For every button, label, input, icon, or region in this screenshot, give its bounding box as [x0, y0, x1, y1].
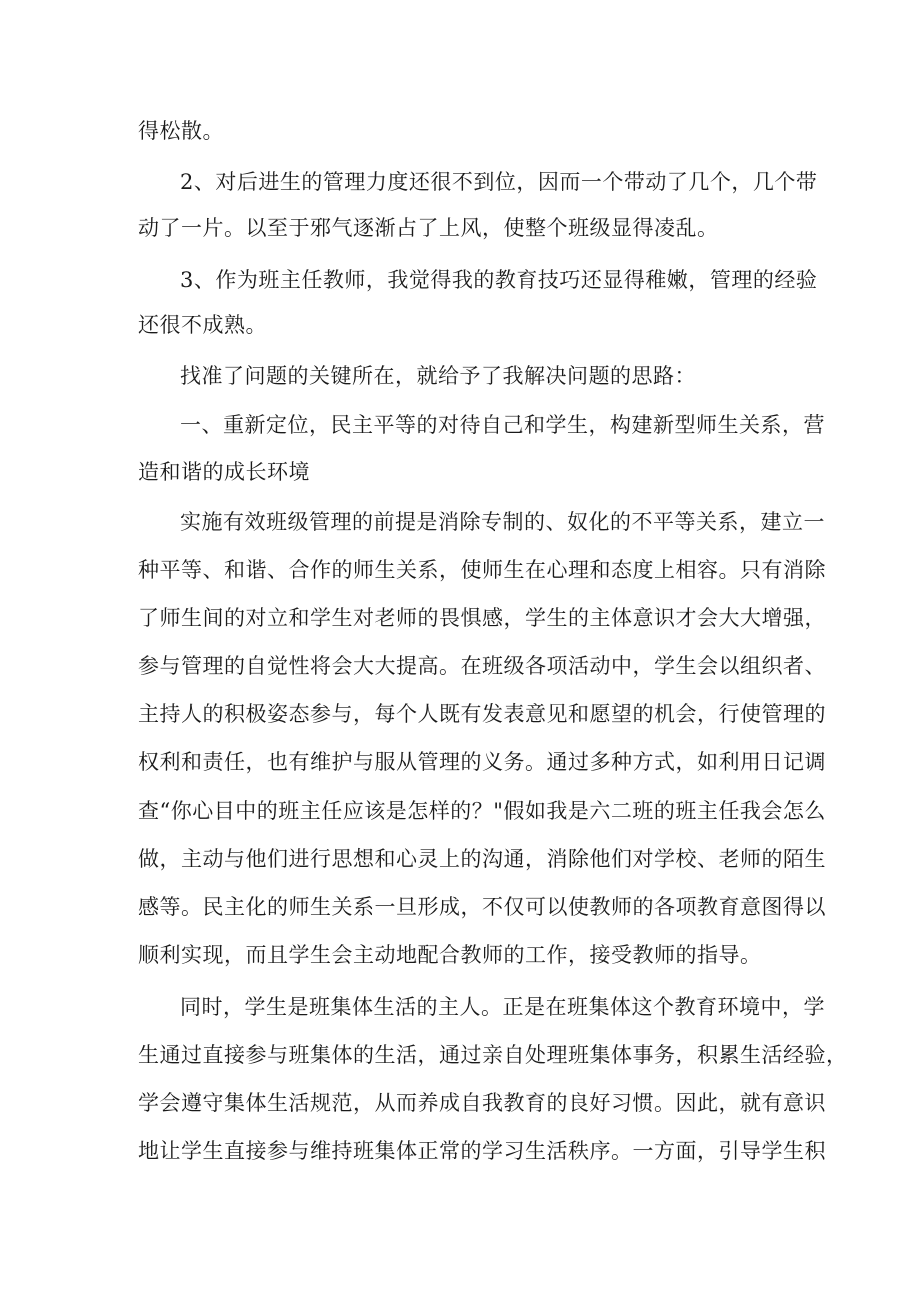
text-line: 找准了问题的关键所在，就给予了我解决问题的思路： [180, 364, 696, 388]
text-line: 主持人的积极姿态参与，每个人既有发表意见和愿望的机会，行使管理的 [138, 702, 826, 726]
text-line: 地让学生直接参与维持班集体正常的学习生活秩序。一方面，引导学生积 [138, 1139, 826, 1163]
text-line: 了师生间的对立和学生对老师的畏惧感，学生的主体意识才会大大增强， [138, 606, 826, 630]
text-line: 得松散。 [138, 119, 224, 143]
text-line: 2、对后进生的管理力度还很不到位，因而一个带动了几个，几个带 [180, 170, 818, 194]
text-line: 感等。民主化的师生关系一旦形成，不仅可以使教师的各项教育意图得以 [138, 895, 826, 919]
text-line: 顺利实现，而且学生会主动地配合教师的工作，接受教师的指导。 [138, 943, 762, 967]
text-line: 实施有效班级管理的前提是消除专制的、奴化的不平等关系，建立一 [180, 510, 825, 534]
text-line: 同时，学生是班集体生活的主人。正是在班集体这个教育环境中，学 [180, 995, 825, 1019]
text-line: 动了一片。以至于邪气逐渐占了上风，使整个班级显得凌乱。 [138, 216, 719, 240]
text-line: 生通过直接参与班集体的生活，通过亲自处理班集体事务，积累生活经验， [138, 1043, 848, 1067]
text-line: 3、作为班主任教师，我觉得我的教育技巧还显得稚嫩，管理的经验 [180, 268, 818, 292]
text-line: 查“你心目中的班主任应该是怎样的？"假如我是六二班的班主任我会怎么 [138, 799, 826, 823]
section-heading-line: 造和谐的成长环境 [138, 460, 310, 484]
text-line: 参与管理的自觉性将会大大提高。在班级各项活动中，学生会以组织者、 [138, 654, 826, 678]
text-line: 还很不成熟。 [138, 313, 267, 337]
section-heading-line: 一、重新定位，民主平等的对待自己和学生，构建新型师生关系，营 [180, 413, 825, 437]
text-line: 学会遵守集体生活规范，从而养成自我教育的良好习惯。因此，就有意识 [138, 1091, 826, 1115]
text-line: 做，主动与他们进行思想和心灵上的沟通，消除他们对学校、老师的陌生 [138, 847, 826, 871]
text-line: 权利和责任，也有维护与服从管理的义务。通过多种方式，如利用日记调 [138, 750, 826, 774]
text-line: 种平等、和谐、合作的师生关系，使师生在心理和态度上相容。只有消除 [138, 558, 826, 582]
